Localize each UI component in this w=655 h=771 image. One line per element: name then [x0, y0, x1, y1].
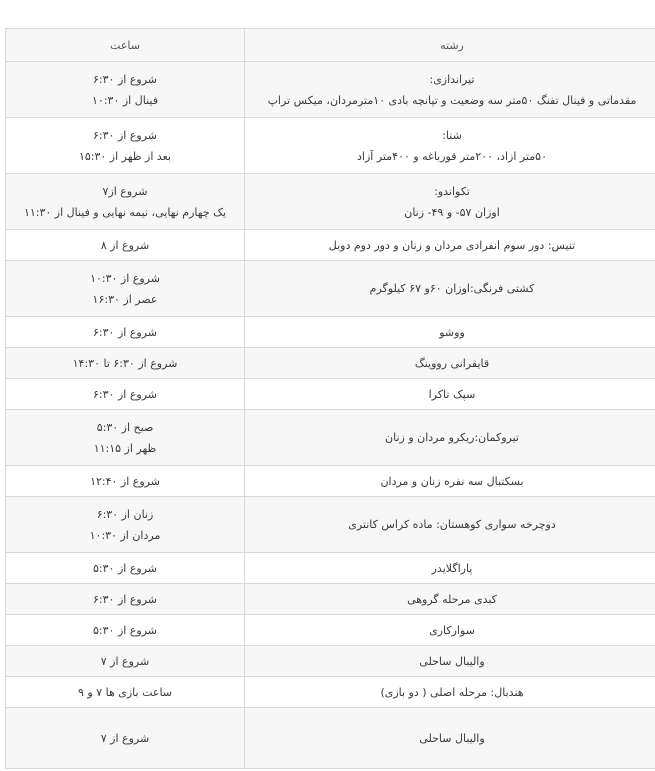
field-cell [245, 708, 655, 769]
time-text: فینال از ۱۰:۳۰ [92, 93, 158, 107]
time-cell [6, 118, 245, 174]
field-cell [245, 174, 655, 230]
time-cell [6, 230, 245, 261]
time-cell [6, 466, 245, 497]
time-cell [6, 174, 245, 230]
header-field: رشته [245, 29, 655, 62]
field-text: تنیس: دور سوم انفرادی مردان و زنان و دور دوم دوبل [328, 238, 576, 252]
time-text: یک چهارم نهایی، نیمه نهایی و فینال از ۱۱:۳۰ [23, 205, 227, 219]
field-text: ۵۰متر ازاد، ۲۰۰متر قورباغه و ۴۰۰متر آزاد [357, 149, 547, 163]
header-time: ساعت [6, 29, 245, 62]
time-text: شروع از ۶:۳۰ [93, 325, 157, 339]
time-cell [6, 553, 245, 584]
table-row [6, 584, 655, 615]
field-text: تیروکمان:ریکرو مردان و زنان [385, 431, 519, 444]
time-text: شروع از ۱۰:۳۰ [90, 271, 160, 285]
time-cell [6, 379, 245, 410]
field-cell [245, 317, 655, 348]
field-cell [245, 379, 655, 410]
field-cell [245, 553, 655, 584]
field-text: اوزان ۵۷- و ۴۹- زنان [404, 205, 500, 219]
table-row [6, 646, 655, 677]
time-text: شروع از ۶:۳۰ [93, 72, 157, 86]
time-cell [6, 677, 245, 708]
field-cell [245, 348, 655, 379]
field-text: تیراندازی: [429, 72, 475, 86]
field-text: سوارکاری [429, 623, 475, 637]
time-text: شروع از ۸ [100, 238, 150, 252]
time-text: شروع از۷ [102, 184, 148, 198]
table-row [6, 708, 655, 769]
field-cell [245, 584, 655, 615]
time-cell [6, 646, 245, 677]
time-cell [6, 497, 245, 553]
table-row [6, 677, 655, 708]
table-row [6, 261, 655, 317]
time-text: شروع از ۷ [100, 654, 150, 668]
schedule-table-body [6, 29, 655, 769]
time-cell [6, 615, 245, 646]
table-header-row [6, 29, 655, 62]
table-row [6, 615, 655, 646]
field-cell [245, 261, 655, 317]
field-text: دوچرخه سواری کوهستان: ماده کراس کانتری [348, 518, 556, 531]
table-row [6, 497, 655, 553]
time-text: شروع از ۵:۳۰ [93, 561, 157, 575]
time-cell [6, 62, 245, 118]
time-cell [6, 708, 245, 769]
table-row [6, 466, 655, 497]
time-text: شروع از ۱۲:۴۰ [90, 474, 160, 488]
table-row [6, 118, 655, 174]
field-text: والیبال ساحلی [419, 731, 485, 745]
time-text: زنان از ۶:۳۰ [96, 507, 154, 521]
time-text: شروع از ۶:۳۰ تا ۱۴:۳۰ [72, 356, 178, 370]
field-cell [245, 230, 655, 261]
time-cell [6, 410, 245, 466]
field-text: قایقرانی رووینگ [414, 356, 490, 370]
field-cell [245, 118, 655, 174]
field-text: هندبال: مرحله اصلی ( دو بازی) [380, 685, 524, 699]
field-cell [245, 62, 655, 118]
time-cell [6, 348, 245, 379]
table-row [6, 348, 655, 379]
field-cell [245, 615, 655, 646]
time-text: ساعت بازی ها ۷ و ۹ [77, 685, 173, 699]
time-cell [6, 317, 245, 348]
time-text: شروع از ۵:۳۰ [93, 623, 157, 637]
field-cell [245, 677, 655, 708]
time-text: مردان از ۱۰:۳۰ [89, 528, 161, 542]
field-text: بسکتبال سه نفره زنان و مردان [380, 474, 524, 488]
field-text: شنا: [442, 128, 462, 142]
table-row [6, 317, 655, 348]
table-row [6, 174, 655, 230]
table-row [6, 553, 655, 584]
table-row [6, 410, 655, 466]
field-text: مقدماتی و فینال تفنگ ۵۰متر سه وضعیت و تپانچه بادی ۱۰مترمردان، میکس تراپ [267, 93, 637, 107]
field-text: کبدی مرحله گروهی [407, 592, 497, 606]
field-cell [245, 410, 655, 466]
time-cell [6, 261, 245, 317]
table-row [6, 379, 655, 410]
field-text: والیبال ساحلی [419, 654, 485, 668]
time-cell [6, 584, 245, 615]
time-text: شروع از ۶:۳۰ [93, 387, 157, 401]
time-text: شروع از ۶:۳۰ [93, 592, 157, 606]
field-text: تکواندو: [434, 184, 470, 198]
time-text: عصر از ۱۶:۳۰ [92, 292, 158, 306]
time-text: شروع از ۷ [100, 731, 150, 745]
time-text: صبح از ۵:۳۰ [96, 420, 154, 434]
field-cell [245, 497, 655, 553]
field-text: پاراگلایدر [431, 561, 473, 575]
field-cell [245, 466, 655, 497]
time-text: بعد از ظهر از ۱۵:۳۰ [78, 149, 172, 163]
field-text: ووشو [439, 325, 465, 339]
time-text: ظهر از ۱۱:۱۵ [93, 441, 157, 455]
table-row [6, 62, 655, 118]
field-cell [245, 646, 655, 677]
field-text: سپک تاکرا [428, 387, 476, 401]
table-row [6, 230, 655, 261]
field-text: کشتی فرنگی:اوزان ۶۰و ۶۷ کیلوگرم [369, 282, 535, 295]
time-text: شروع از ۶:۳۰ [93, 128, 157, 142]
schedule-table-wrapper [5, 28, 645, 769]
schedule-table [5, 28, 655, 769]
